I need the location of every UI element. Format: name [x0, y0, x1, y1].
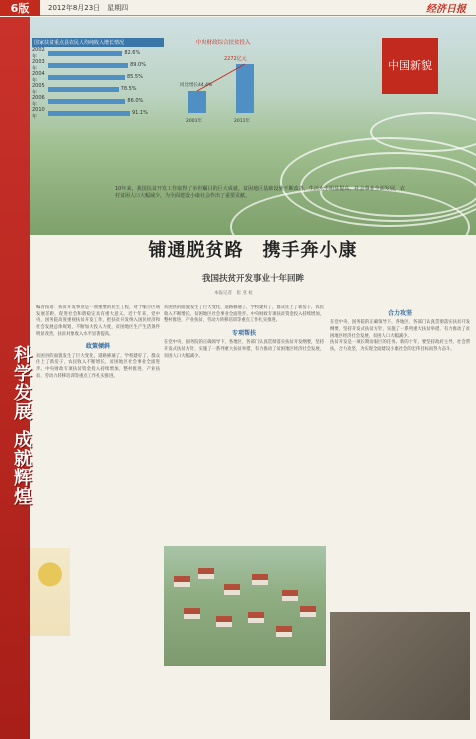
income-chart	[32, 38, 164, 168]
income-chart-row	[32, 47, 164, 59]
page-number: 6版	[0, 0, 40, 16]
lead-paragraph: 10年来，我国扶贫开发工作取得了举世瞩目的巨大成就。贫困地区基础设施不断改善，生活水平明显提高，社会事业全面发展，农村贫困人口大幅减少，为全面建设小康社会作出了重要贡献。	[115, 186, 405, 200]
income-chart-value: 82.6%	[124, 50, 141, 56]
body-paragraph: 扶贫开发是一项长期而艰巨的任务。新的十年，要坚持政府主导、社会帮扶，合力攻坚，为实现全面建设小康社会的宏伟目标而努力奋斗。	[330, 340, 470, 352]
income-chart-value: 78.5%	[120, 86, 137, 92]
body-paragraph: 贫困县的面貌发生了巨大变化，道路修通了，学校建好了，群众住上了新房子，农民收入不断增长，贫困地区社会事业全面进步。中央财政专项扶贫资金投入持续增加，整村推进、产业扶贫、劳动力转移培训等重点工作扎实推进。	[36, 353, 160, 379]
income-chart-year: 2004年	[32, 70, 45, 84]
investment-value-label: 2272亿元	[224, 56, 247, 62]
income-chart-bar	[48, 63, 128, 68]
investment-chart-title: 中央财政综合扶贫投入	[195, 40, 251, 46]
income-chart-value: 86.0%	[127, 98, 144, 104]
income-chart-year: 2005年	[32, 82, 45, 96]
village-photo	[164, 546, 326, 666]
article-column-3	[330, 305, 470, 605]
income-chart-bar	[48, 111, 130, 116]
body-paragraph: 编者按语：扶贫开发事业是一项重要的民生工程，对于缩小区域发展差距、促进社会和谐稳定具有重大意义。近十年来，党中央、国务院高度重视扶贫开发工作，把扶贫开发纳入国民经济和社会发展总体规划，不断加大投入力度，贫困地区生产生活条件明显改善，扶贫对象收入水平显著提高。	[36, 305, 160, 337]
article-column-2	[164, 305, 324, 541]
income-chart-rows	[32, 47, 164, 119]
income-chart-bar	[48, 87, 119, 92]
income-chart-bar	[48, 51, 122, 56]
issue-date: 2012年8月23日 星期四	[48, 3, 129, 12]
subheadline: 我国扶贫开发事业十年回眸	[201, 274, 304, 284]
income-chart-value: 85.5%	[126, 74, 143, 80]
page-header	[0, 0, 476, 16]
body-paragraph: 在党中央、国务院的正确领导下，各地区、各部门认真贯彻落实扶贫开发纲要，坚持开发式扶贫方针，实施了一系列重大扶贫举措，有力推动了贫困地区经济社会发展，贫困人口大幅减少。	[330, 320, 470, 339]
investment-chart	[168, 38, 278, 130]
headline: 铺通脱贫路 携手奔小康	[148, 240, 358, 261]
income-chart-value: 89.0%	[130, 62, 146, 68]
investment-chart-svg	[168, 46, 278, 128]
article-column-1	[36, 305, 160, 665]
income-chart-row	[32, 95, 164, 107]
body-paragraph: 贫困县的面貌发生了巨大变化，道路修通了，学校建好了，群众住上了新房子，农民收入不断增长，贫困地区社会事业全面进步。中央财政专项扶贫资金投入持续增加，整村推进、产业扶贫、劳动力转移培训等重点工作扎实推进。	[164, 305, 324, 324]
body-paragraph: 在党中央、国务院的正确领导下，各地区、各部门认真贯彻落实扶贫开发纲要，坚持开发式扶贫方针，实施了一系列重大扶贫举措，有力推动了贫困地区经济社会发展，贫困人口大幅减少。	[164, 340, 324, 359]
income-chart-year: 2006年	[32, 94, 45, 108]
income-chart-row	[32, 83, 164, 95]
section-heading-policy: 政策倾斜	[85, 343, 110, 351]
income-chart-value: 91.1%	[131, 110, 148, 116]
income-chart-bar	[48, 75, 125, 80]
newspaper-name: 经济日报	[426, 4, 466, 15]
income-chart-row	[32, 59, 164, 71]
investment-growth-label: 同比增长44.4%	[180, 83, 213, 88]
year-2011-label: 2011年	[234, 119, 250, 124]
income-chart-year: 2003年	[32, 58, 45, 72]
byline: 本报记者 崔 亚 杭	[214, 291, 253, 296]
income-chart-row	[32, 71, 164, 83]
section-heading-joint: 合力攻坚	[387, 310, 412, 317]
section-heading-special: 专项帮扶	[231, 329, 256, 337]
income-chart-row	[32, 107, 164, 119]
income-chart-title: 国家扶贫重点县农民人均纯收入增长情况	[32, 38, 164, 47]
side-slogan-2: 成就辉煌	[11, 430, 32, 506]
column-seal: 中国新貌	[382, 38, 438, 94]
income-chart-year: 2002年	[32, 46, 45, 60]
income-chart-year: 2010年	[32, 106, 45, 120]
historic-photo	[330, 612, 470, 720]
side-slogan-1: 科学发展	[11, 345, 32, 421]
year-2001-label: 2001年	[186, 119, 202, 124]
income-chart-bar	[48, 99, 125, 104]
